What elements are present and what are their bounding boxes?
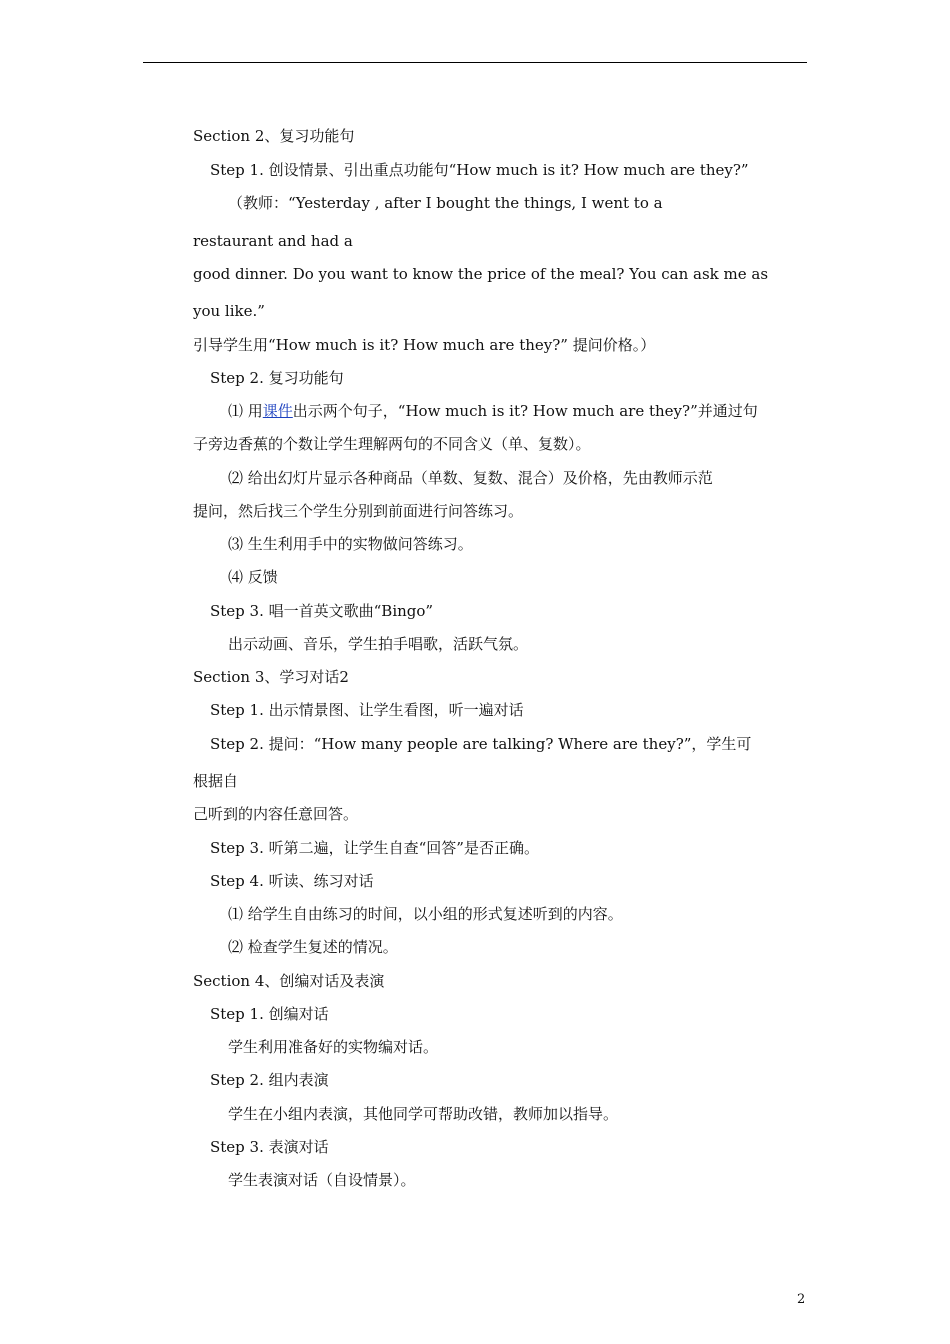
header-rule	[143, 62, 807, 63]
paragraph-line: 根据自	[193, 772, 239, 790]
list-item: ⑷ 反馈	[228, 568, 278, 586]
page-number: 2	[797, 1292, 806, 1307]
paragraph-line: 提问，然后找三个学生分别到前面进行问答练习。	[193, 502, 524, 520]
list-item: ⑵ 给出幻灯片显示各种商品（单数、复数、混合）及价格，先由教师示范	[228, 469, 713, 487]
step-line: Step 3. 唱一首英文歌曲“Bingo”	[210, 602, 434, 620]
list-item-text: ⑴ 用	[228, 402, 263, 420]
paragraph-line: you like.”	[193, 302, 265, 320]
list-item: ⑶ 生生利用手中的实物做问答练习。	[228, 535, 473, 553]
step-line: Step 3. 听第二遍，让学生自查“回答”是否正确。	[210, 839, 539, 857]
list-item-with-link	[228, 401, 758, 421]
paragraph-line: 出示动画、音乐，学生拍手唱歌，活跃气氛。	[228, 635, 529, 653]
paragraph-line: 学生表演对话（自设情景）。	[228, 1171, 416, 1189]
list-item: ⑴ 给学生自由练习的时间，以小组的形式复述听到的内容。	[228, 905, 623, 923]
section-4-heading: Section 4、创编对话及表演	[193, 972, 385, 990]
step-line: Step 2. 提问：“How many people are talking? Where are they?”，学生可	[210, 735, 752, 753]
paragraph-line: restaurant and had a	[193, 232, 353, 250]
section-2-heading: Section 2、复习功能句	[193, 127, 355, 145]
step-line: Step 2. 复习功能句	[210, 369, 344, 387]
section-3-heading: Section 3、学习对话2	[193, 668, 349, 686]
list-item-text: 出示两个句子，“How much is it? How much are they?”并通过句	[292, 402, 758, 420]
paragraph-line: 学生在小组内表演，其他同学可帮助改错，教师加以指导。	[228, 1105, 619, 1123]
step-line: Step 4. 听读、练习对话	[210, 872, 374, 890]
step-line: Step 1. 创设情景、引出重点功能句“How much is it? How much are they?”	[210, 161, 749, 179]
step-line: Step 1. 出示情景图、让学生看图，听一遍对话	[210, 701, 524, 719]
paragraph-line: 子旁边香蕉的个数让学生理解两句的不同含义（单、复数）。	[193, 435, 591, 453]
step-line: Step 2. 组内表演	[210, 1071, 329, 1089]
paragraph-line: 学生利用准备好的实物编对话。	[228, 1038, 439, 1056]
paragraph-line: good dinner. Do you want to know the price of the meal? You can ask me as	[193, 265, 769, 283]
list-item: ⑵ 检查学生复述的情况。	[228, 938, 398, 956]
paragraph-line: （教师：“Yesterday , after I bought the things, I went to a	[228, 194, 663, 212]
paragraph-line: 己听到的内容任意回答。	[193, 805, 359, 823]
step-line: Step 3. 表演对话	[210, 1138, 329, 1156]
paragraph-line: 引导学生用“How much is it? How much are they?” 提问价格。）	[193, 336, 656, 354]
step-line: Step 1. 创编对话	[210, 1005, 329, 1023]
courseware-link[interactable]: 课件	[262, 402, 293, 420]
